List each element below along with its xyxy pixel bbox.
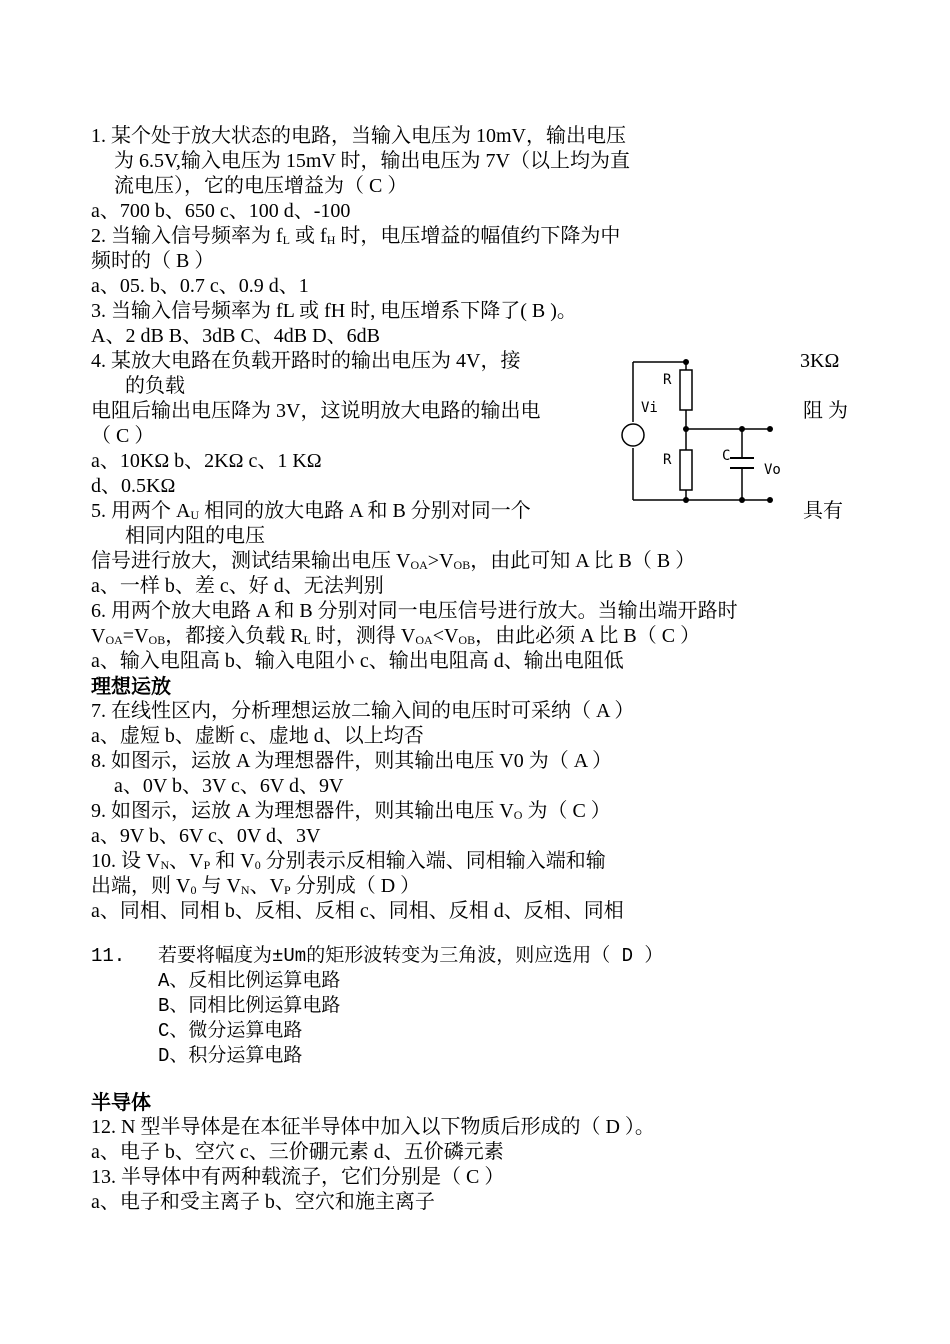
q5-line3: 信号进行放大，测试结果输出电压 $V_{OA}>V_{OB}$，由此可知 A 比 B（ B ） — [91, 550, 696, 572]
q5-options: a、一样 b、差 c、好 d、无法判别 — [91, 575, 384, 597]
voltage-source-icon — [622, 424, 644, 446]
resistor-bottom-icon — [680, 450, 692, 490]
section-heading-opamp: 理想运放 — [91, 674, 171, 698]
label-r-top: R — [663, 372, 672, 388]
q4-line1-right: 3KΩ — [800, 350, 840, 372]
q7-options: a、虚短 b、虚断 c、虚地 d、以上均否 — [91, 725, 424, 747]
q11-number: 11. — [91, 945, 126, 967]
q5-line2: 相同内阻的电压 — [125, 525, 265, 547]
label-vi: Vi — [641, 400, 658, 416]
q4-line2: 的负载 — [125, 375, 185, 397]
terminal-dot — [767, 426, 773, 432]
q4-options1: a、10KΩ b、2KΩ c、1 KΩ — [91, 450, 322, 472]
q10-line2: 出端，则 $V_0$ 与 $V_N$、$V_P$ 分别成（ D ） — [91, 875, 421, 897]
q1-options: a、700 b、650 c、100 d、-100 — [91, 200, 351, 222]
q6-line1: 6. 用两个放大电路 A 和 B 分别对同一电压信号进行放大。当输出端开路时 — [91, 600, 738, 622]
q4-line4: （ C ） — [91, 425, 155, 447]
node-dot — [683, 497, 689, 503]
q10-line1: 10. 设 $V_N$、$V_P$ 和 $V_0$ 分别表示反相输入端、同相输入端和输 — [91, 850, 606, 872]
q11-option-c: C、微分运算电路 — [158, 1020, 303, 1042]
q3-options: A、2 dB B、3dB C、4dB D、6dB — [91, 325, 380, 347]
node-dot — [739, 426, 745, 432]
q3-line1: 3. 当输入信号频率为 fL 或 fH 时, 电压增系下降了( B )。 — [91, 300, 577, 322]
q9-options: a、9V b、6V c、0V d、3V — [91, 825, 321, 847]
q9-line1: 9. 如图示，运放 A 为理想器件，则其输出电压 $V_O$ 为（ C ） — [91, 800, 611, 822]
q13-options: a、电子和受主离子 b、空穴和施主离子 — [91, 1191, 435, 1213]
q2-line1: 2. 当输入信号频率为 $f_L$ 或 $f_H$ 时，电压增益的幅值约下降为中 — [91, 225, 621, 247]
q4-line3-right: 阻 为 — [803, 400, 848, 422]
q4-line1: 4. 某放大电路在负载开路时的输出电压为 4V，接 — [91, 350, 521, 372]
q11-option-d: D、积分运算电路 — [158, 1045, 303, 1067]
q8-options: a、0V b、3V c、6V d、9V — [114, 775, 344, 797]
node-dot — [739, 497, 745, 503]
q6-options: a、输入电阻高 b、输入电阻小 c、输出电阻高 d、输出电阻低 — [91, 650, 624, 672]
q11-question: 若要将幅度为±Um的矩形波转变为三角波，则应选用（ D ） — [158, 945, 664, 967]
q6-line2: $V_{OA}=V_{OB}$，都接入负载 $R_L$ 时，测得 $V_{OA}<V_{OB}$，由此必须 A 比 B（ C ） — [91, 625, 701, 647]
node-dot — [683, 426, 689, 432]
q2-line2: 频时的（ B ） — [91, 250, 215, 272]
q1-line2: 为 6.5V,输入电压为 15mV 时，输出电压为 7V（以上均为直 — [114, 150, 630, 172]
q12-line1: 12. N 型半导体是在本征半导体中加入以下物质后形成的（ D ）。 — [91, 1116, 655, 1138]
q2-options: a、05. b、0.7 c、0.9 d、1 — [91, 275, 309, 297]
q4-options2: d、0.5KΩ — [91, 475, 176, 497]
q10-options: a、同相、同相 b、反相、反相 c、同相、反相 d、反相、同相 — [91, 900, 624, 922]
q12-options: a、电子 b、空穴 c、三价硼元素 d、五价磷元素 — [91, 1141, 504, 1163]
label-c: C — [722, 448, 731, 464]
q4-line3: 电阻后输出电压降为 3V，这说明放大电路的输出电 — [91, 400, 541, 422]
terminal-dot — [767, 497, 773, 503]
q13-line1: 13. 半导体中有两种载流子，它们分别是（ C ） — [91, 1166, 505, 1188]
q1-line1: 1. 某个处于放大状态的电路，当输入电压为 10mV，输出电压 — [91, 125, 626, 147]
q1-line3: 流电压），它的电压增益为（ C ） — [114, 175, 408, 197]
q11-option-a: A、反相比例运算电路 — [158, 970, 341, 992]
q8-line1: 8. 如图示，运放 A 为理想器件，则其输出电压 V0 为（ A ） — [91, 750, 613, 772]
q11-option-b: B、同相比例运算电路 — [158, 995, 341, 1017]
section-heading-semiconductor: 半导体 — [91, 1090, 151, 1114]
q5-line1-right: 具有 — [803, 500, 843, 522]
label-vo: Vo — [764, 462, 781, 478]
resistor-top-icon — [680, 370, 692, 410]
rc-circuit-diagram — [618, 356, 788, 506]
q7-line1: 7. 在线性区内，分析理想运放二输入间的电压时可采纳（ A ） — [91, 700, 635, 722]
q5-line1: 5. 用两个 $A_U$ 相同的放大电路 A 和 B 分别对同一个 — [91, 500, 531, 522]
node-dot — [683, 359, 689, 365]
label-r-bottom: R — [663, 452, 672, 468]
